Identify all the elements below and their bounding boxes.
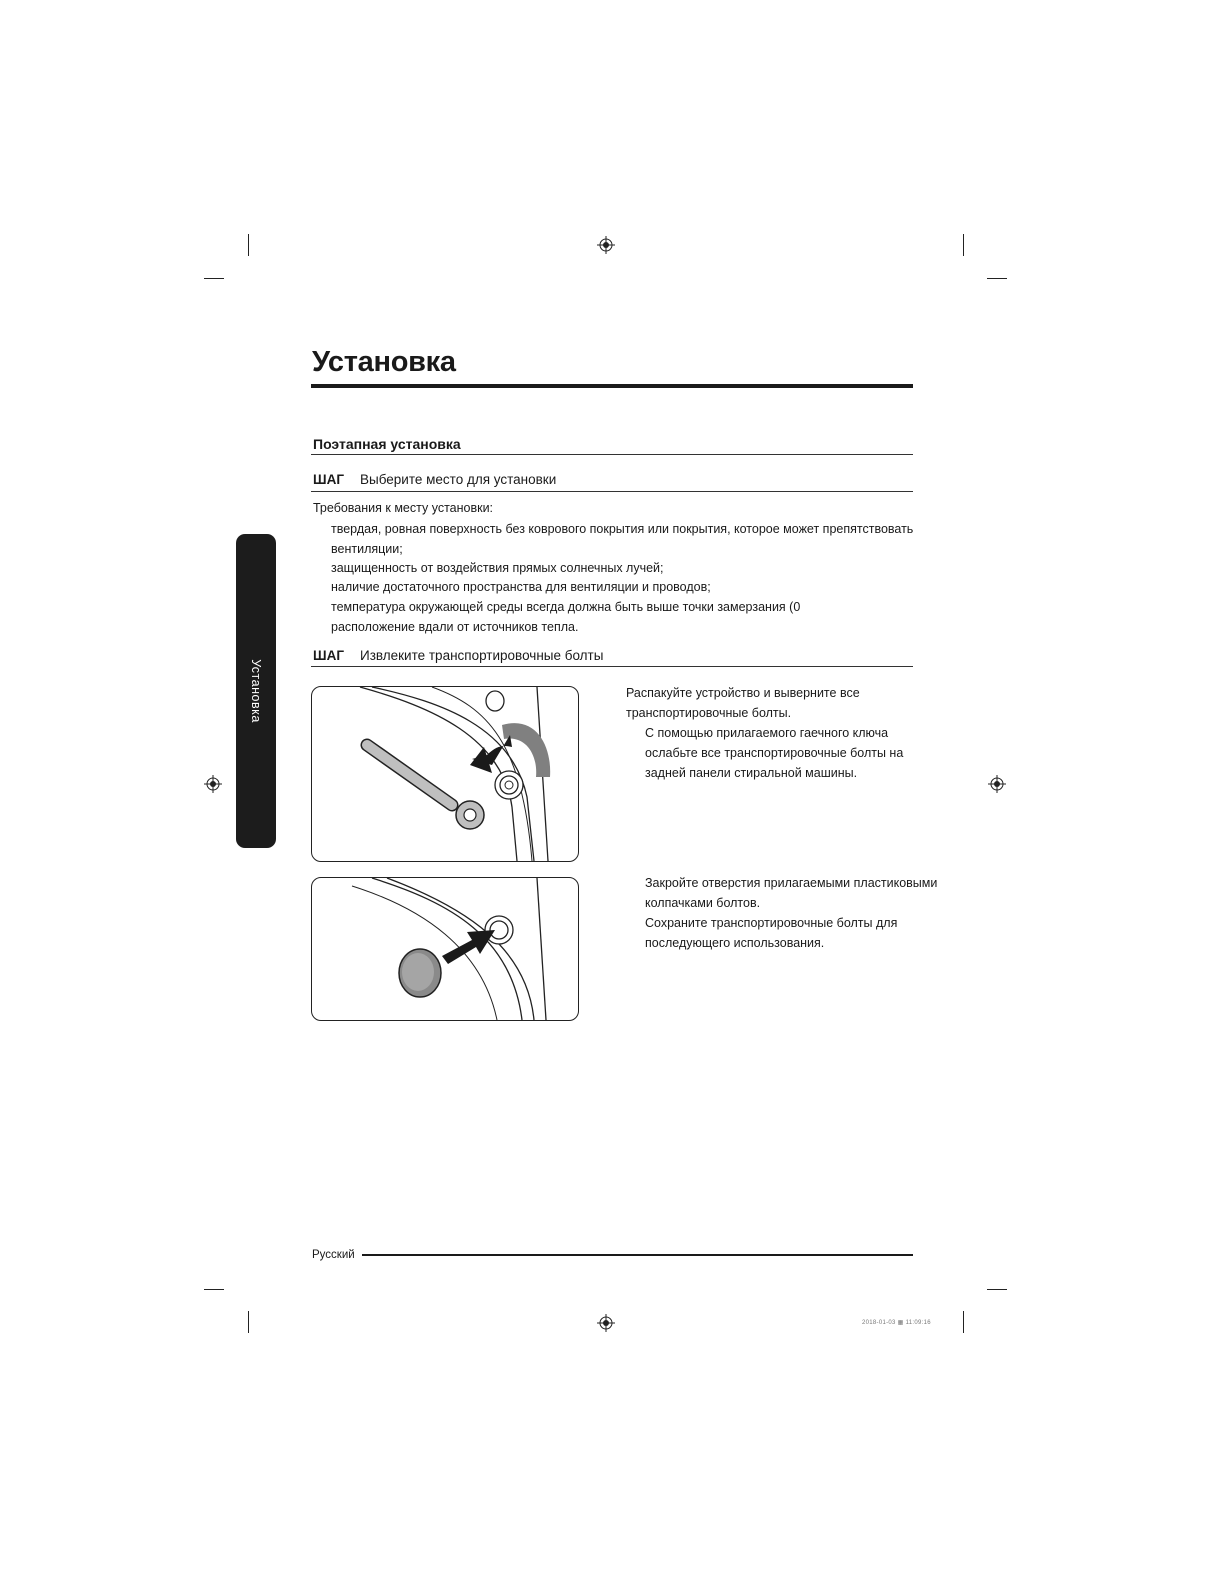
step-2-para-2-line: Сохраните транспортировочные болты для xyxy=(645,916,898,930)
step-2-para-2-line: последующего использования. xyxy=(645,936,825,950)
requirement-item: твердая, ровная поверхность без коврового покрытия или покрытия, которое может препятствовать xyxy=(331,522,914,536)
step-2-indent-line: С помощью прилагаемого гаечного ключа xyxy=(645,726,889,740)
registration-mark-icon xyxy=(597,1314,615,1332)
figure-insert-cap xyxy=(311,877,579,1021)
step-2-title: Извлеките транспортировочные болты xyxy=(360,648,604,663)
wrench-illustration xyxy=(312,687,578,861)
step-2-label: ШАГ xyxy=(313,648,344,663)
section-rule xyxy=(311,454,913,455)
section-title: Поэтапная установка xyxy=(313,436,461,452)
crop-mark-top-right xyxy=(963,234,964,256)
step-2-para-1-line: транспортировочные болты. xyxy=(626,706,792,720)
requirement-item: вентиляции; xyxy=(331,542,403,556)
step-1-label: ШАГ xyxy=(313,472,344,487)
requirement-item: наличие достаточного пространства для вентиляции и проводов; xyxy=(331,580,711,594)
step-2-para-1-line: Распакуйте устройство и выверните все xyxy=(626,686,860,700)
crop-mark-top-left xyxy=(248,234,249,256)
side-tab-label: Установка xyxy=(249,659,263,723)
crop-mark-right-lower xyxy=(987,1289,1007,1290)
step-1-title: Выберите место для установки xyxy=(360,472,557,487)
step-2-para-2-line: Закройте отверстия прилагаемыми пластиковыми xyxy=(645,876,938,890)
step-2-para-2-line: колпачками болтов. xyxy=(645,896,761,910)
step-2-rule xyxy=(311,666,913,667)
title-rule xyxy=(311,384,913,388)
requirement-item: расположение вдали от источников тепла. xyxy=(331,620,579,634)
step-2-indent-line: задней панели стиральной машины. xyxy=(645,766,858,780)
crop-mark-left-upper xyxy=(204,278,224,279)
crop-mark-bottom-right xyxy=(963,1311,964,1333)
figure-wrench-bolt xyxy=(311,686,579,862)
registration-mark-icon xyxy=(597,236,615,254)
requirement-item: температура окружающей среды всегда должна быть выше точки замерзания (0 xyxy=(331,600,801,614)
crop-mark-bottom-left xyxy=(248,1311,249,1333)
registration-mark-icon xyxy=(988,775,1006,793)
step-1-rule xyxy=(311,491,913,492)
footer-language: Русский xyxy=(312,1249,355,1261)
crop-mark-left-lower xyxy=(204,1289,224,1290)
side-tab xyxy=(236,534,276,848)
page-title: Установка xyxy=(312,346,456,378)
requirement-item: защищенность от воздействия прямых солнечных лучей; xyxy=(331,561,664,575)
print-stamp: 2018-01-03 ▦ 11:09:16 xyxy=(862,1320,931,1326)
crop-mark-right-upper xyxy=(987,278,1007,279)
requirements-intro: Требования к месту установки: xyxy=(313,501,494,515)
registration-mark-icon xyxy=(204,775,222,793)
step-2-indent-line: ослабьте все транспортировочные болты на xyxy=(645,746,904,760)
footer-rule xyxy=(362,1254,913,1256)
cap-illustration xyxy=(312,878,578,1020)
